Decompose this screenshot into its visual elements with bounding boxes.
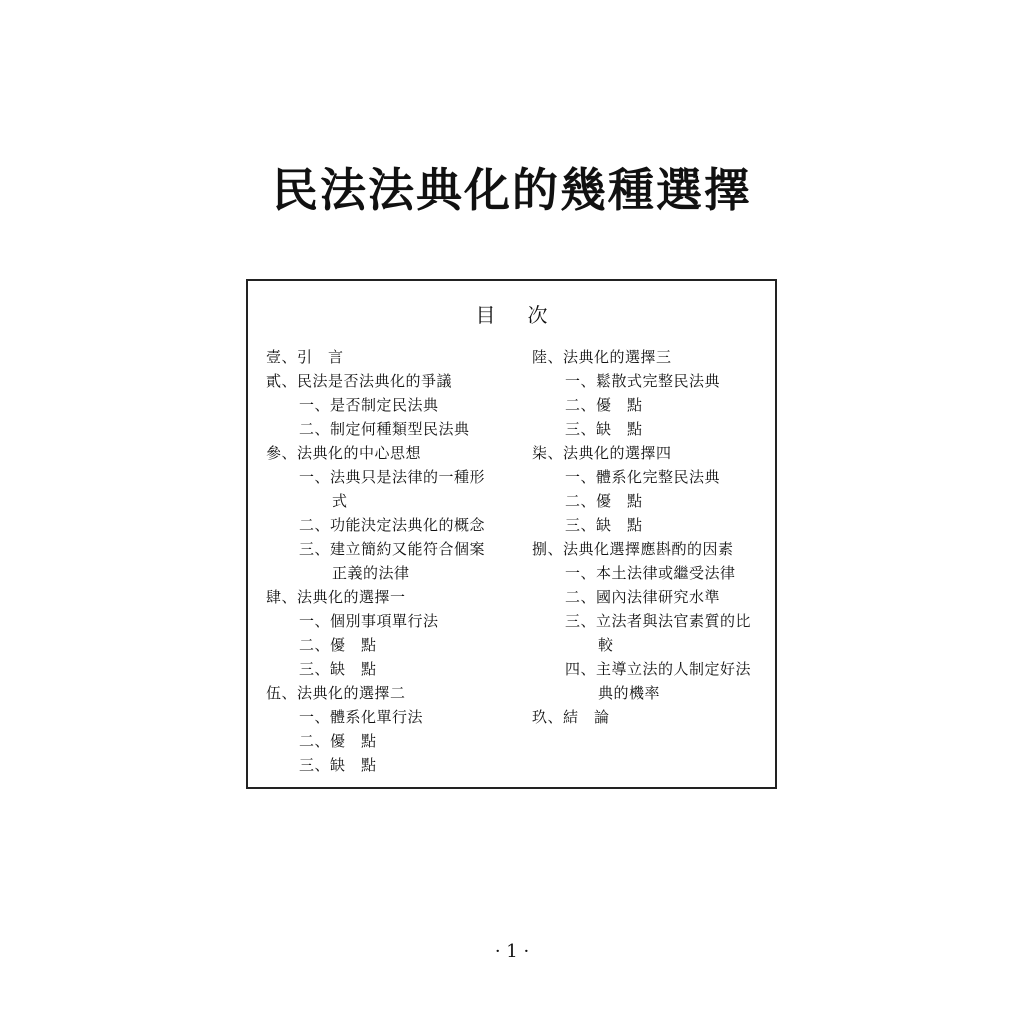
- toc-entry-continuation: 較: [598, 636, 614, 654]
- toc-right-column: [532, 345, 772, 729]
- table-of-contents: [246, 279, 777, 789]
- toc-entry: 三、立法者與法官素質的比: [565, 612, 752, 630]
- toc-entry: 二、優 點: [565, 396, 643, 414]
- toc-entry: 一、個別事項單行法: [299, 612, 439, 630]
- toc-entry: 伍、法典化的選擇二: [266, 684, 406, 702]
- toc-entry: 三、建立簡約又能符合個案: [299, 540, 486, 558]
- toc-entry: 四、主導立法的人制定好法: [565, 660, 752, 678]
- page-number: · 1 ·: [494, 941, 530, 962]
- toc-entry: 二、優 點: [299, 732, 377, 750]
- toc-entry: 壹、引 言: [266, 348, 344, 366]
- toc-entry: 一、本土法律或繼受法律: [565, 564, 736, 582]
- toc-entry: 一、體系化完整民法典: [565, 468, 721, 486]
- toc-entry: 二、優 點: [565, 492, 643, 510]
- toc-entry: 柒、法典化的選擇四: [532, 444, 672, 462]
- toc-entry: 三、缺 點: [565, 420, 643, 438]
- page-title: 民法法典化的幾種選擇: [272, 163, 752, 217]
- toc-entry-continuation: 式: [332, 492, 348, 510]
- toc-entry-continuation: 正義的法律: [332, 564, 410, 582]
- toc-entry-continuation: 典的機率: [598, 684, 661, 702]
- toc-heading-char: 目: [475, 303, 496, 327]
- toc-entry: 二、制定何種類型民法典: [299, 420, 470, 438]
- toc-entry: 貳、民法是否法典化的爭議: [266, 372, 453, 390]
- toc-left-column: [266, 345, 516, 777]
- toc-heading-char: 次: [527, 303, 548, 327]
- toc-entry: 參、法典化的中心思想: [266, 444, 422, 462]
- toc-entry: 三、缺 點: [299, 660, 377, 678]
- toc-heading: [248, 301, 775, 329]
- toc-entry: 肆、法典化的選擇一: [266, 588, 406, 606]
- toc-entry: 二、優 點: [299, 636, 377, 654]
- toc-entry: 一、是否制定民法典: [299, 396, 439, 414]
- toc-entry: 二、國內法律研究水準: [565, 588, 721, 606]
- toc-entry: 捌、法典化選擇應斟酌的因素: [532, 540, 734, 558]
- toc-entry: 陸、法典化的選擇三: [532, 348, 672, 366]
- toc-entry: 一、鬆散式完整民法典: [565, 372, 721, 390]
- toc-entry: 玖、結 論: [532, 708, 610, 726]
- toc-entry: 一、體系化單行法: [299, 708, 424, 726]
- toc-entry: 三、缺 點: [565, 516, 643, 534]
- toc-entry: 三、缺 點: [299, 756, 377, 774]
- toc-entry: 二、功能決定法典化的概念: [299, 516, 486, 534]
- toc-entry: 一、法典只是法律的一種形: [299, 468, 486, 486]
